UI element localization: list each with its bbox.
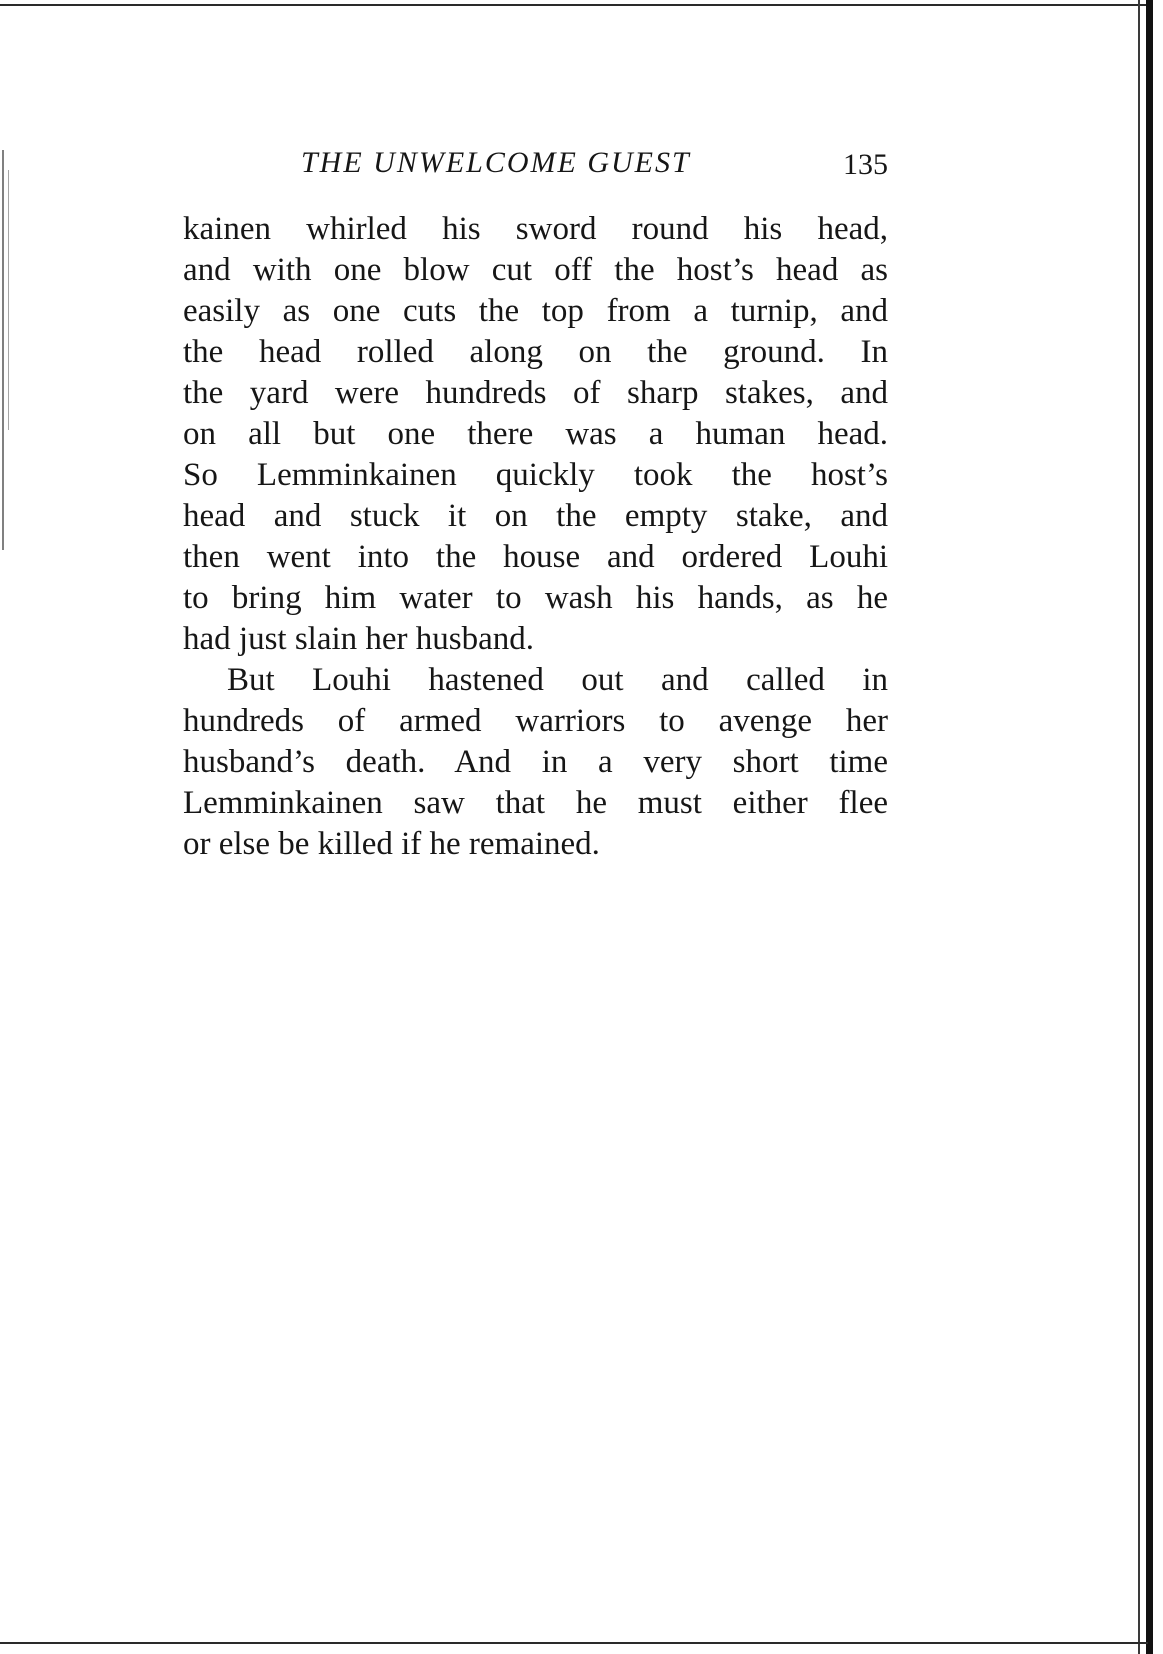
text-line: on all but one there was a human head.	[183, 416, 888, 452]
body-text	[183, 209, 888, 865]
text-line: the yard were hundreds of sharp stakes, and	[183, 375, 888, 411]
text-line: and with one blow cut off the host’s head as	[183, 252, 888, 288]
text-line: or else be killed if he remained.	[183, 826, 600, 862]
page-number: 135	[843, 148, 888, 181]
text-line: husband’s death. And in a very short time	[183, 744, 888, 780]
text-line: But Louhi hastened out and called in	[227, 662, 888, 698]
text-line: kainen whirled his sword round his head,	[183, 211, 888, 247]
text-line: then went into the house and ordered Louhi	[183, 539, 888, 575]
text-line: So Lemminkainen quickly took the host’s	[183, 457, 888, 493]
scan-bottom-edge	[0, 1642, 1148, 1644]
scan-right-edge-inner	[1138, 0, 1140, 1654]
scan-right-edge	[1146, 0, 1153, 1654]
scan-top-edge	[0, 4, 1148, 6]
scan-left-edge-mark	[8, 170, 9, 430]
paragraph-1	[183, 209, 888, 660]
running-head-title: THE UNWELCOME GUEST	[301, 146, 691, 179]
text-line: Lemminkainen saw that he must either flee	[183, 785, 888, 821]
text-line: easily as one cuts the top from a turnip, and	[183, 293, 888, 329]
paragraph-2	[183, 660, 888, 865]
text-line: head and stuck it on the empty stake, and	[183, 498, 888, 534]
text-line: the head rolled along on the ground. In	[183, 334, 888, 370]
text-line: had just slain her husband.	[183, 621, 535, 657]
text-line: hundreds of armed warriors to avenge her	[183, 703, 888, 739]
text-line: to bring him water to wash his hands, as he	[183, 580, 888, 616]
running-head	[183, 146, 888, 190]
scan-left-edge	[2, 150, 4, 550]
